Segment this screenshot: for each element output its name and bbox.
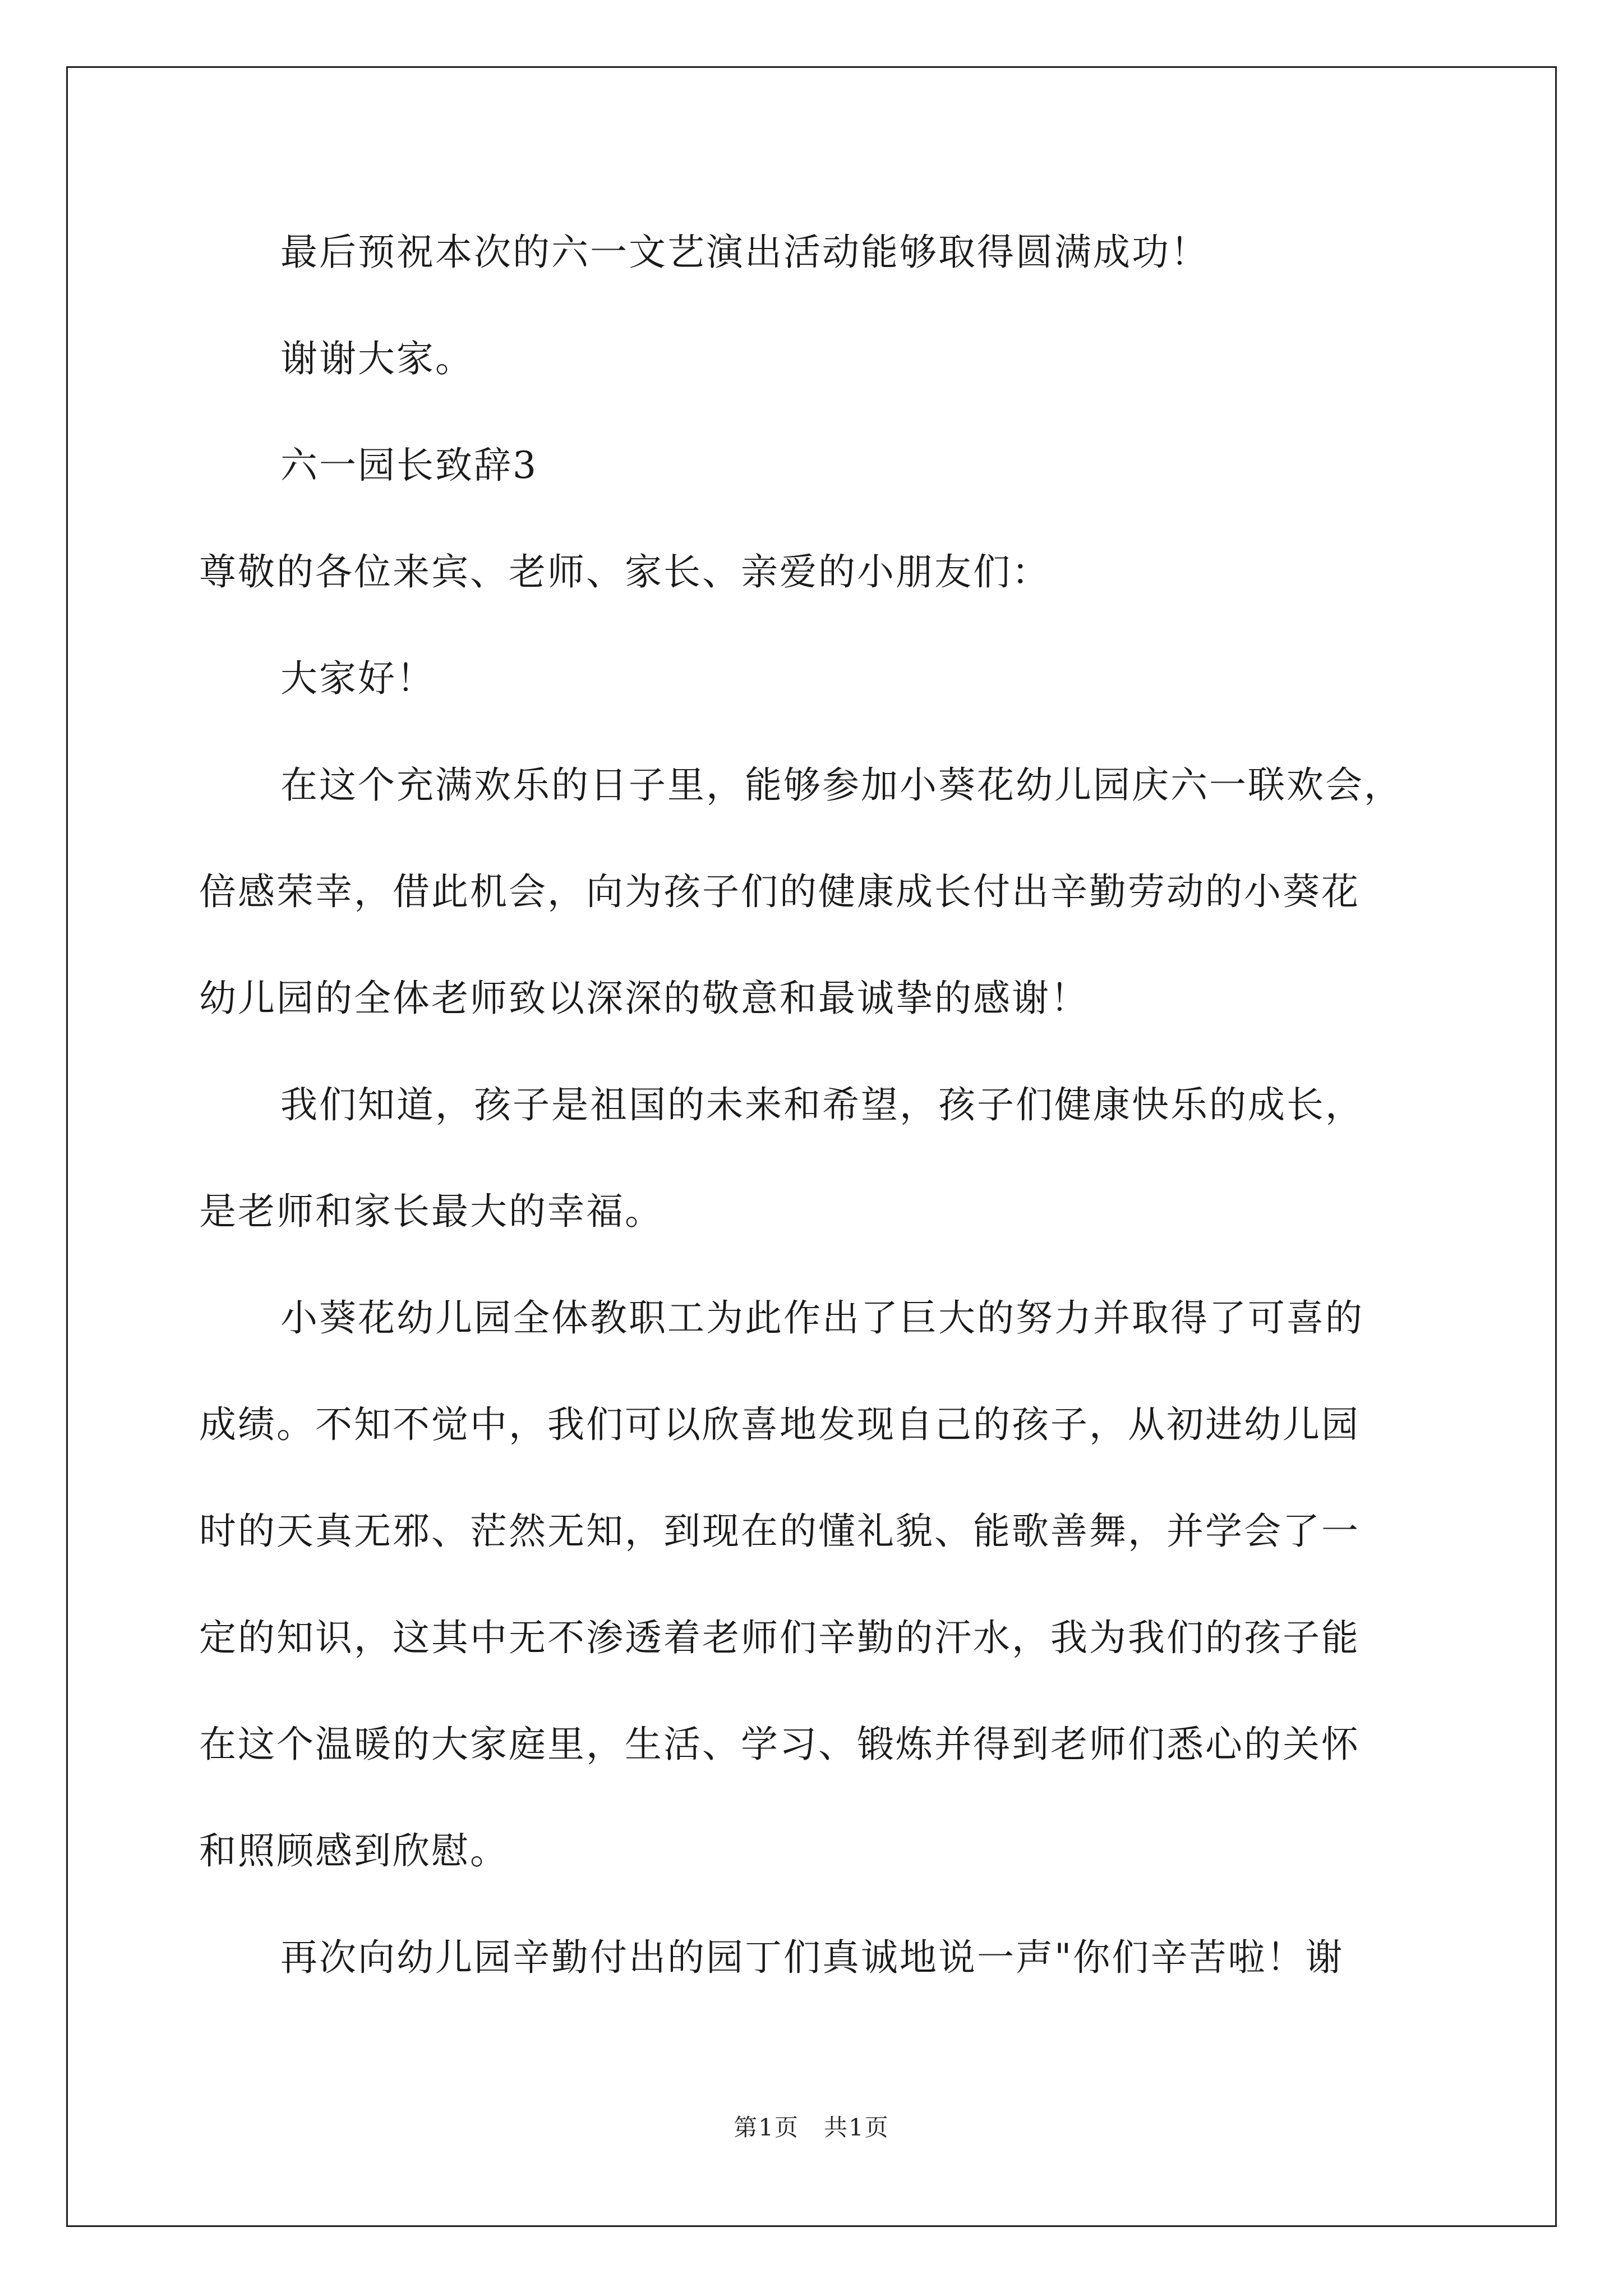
page-border — [66, 66, 1557, 2227]
paragraph-3-line-3: 时的天真无邪、茫然无知，到现在的懂礼貌、能歌善舞，并学会了一 — [199, 1510, 1360, 1553]
paragraph-3-line-6: 和照顾感到欣慰。 — [199, 1829, 509, 1872]
greeting-line: 大家好！ — [280, 657, 435, 700]
paragraph-1-line-3: 幼儿园的全体老师致以深深的敬意和最诚挚的感谢！ — [199, 977, 1089, 1020]
paragraph-3-line-4: 定的知识，这其中无不渗透着老师们辛勤的汗水，我为我们的孩子能 — [199, 1616, 1360, 1659]
paragraph-1-line-1: 在这个充满欢乐的日子里，能够参加小葵花幼儿园庆六一联欢会， — [280, 763, 1403, 807]
paragraph-2-line-1: 我们知道，孩子是祖国的未来和希望，孩子们健康快乐的成长， — [280, 1083, 1364, 1126]
salutation-line: 尊敬的各位来宾、老师、家长、亲爱的小朋友们： — [199, 550, 1050, 593]
paragraph-2-line-2: 是老师和家长最大的幸福。 — [199, 1190, 663, 1233]
paragraph-3-line-1: 小葵花幼儿园全体教职工为此作出了巨大的努力并取得了可喜的 — [280, 1296, 1364, 1340]
thanks-line: 谢谢大家。 — [280, 337, 474, 380]
paragraph-4-line-1: 再次向幼儿园辛勤付出的园丁们真诚地说一声"你们辛苦啦！谢 — [280, 1936, 1344, 1979]
page-footer: 第1页 共1页 — [734, 2114, 889, 2141]
paragraph-1-line-2: 倍感荣幸，借此机会，向为孩子们的健康成长付出辛勤劳动的小葵花 — [199, 870, 1360, 913]
paragraph-3-line-5: 在这个温暖的大家庭里，生活、学习、锻炼并得到老师们悉心的关怀 — [199, 1723, 1360, 1766]
section-heading: 六一园长致辞3 — [280, 444, 538, 487]
paragraph-3-line-2: 成绩。不知不觉中，我们可以欣喜地发现自己的孩子，从初进幼儿园 — [199, 1403, 1360, 1446]
closing-wish-line: 最后预祝本次的六一文艺演出活动能够取得圆满成功！ — [280, 231, 1209, 274]
